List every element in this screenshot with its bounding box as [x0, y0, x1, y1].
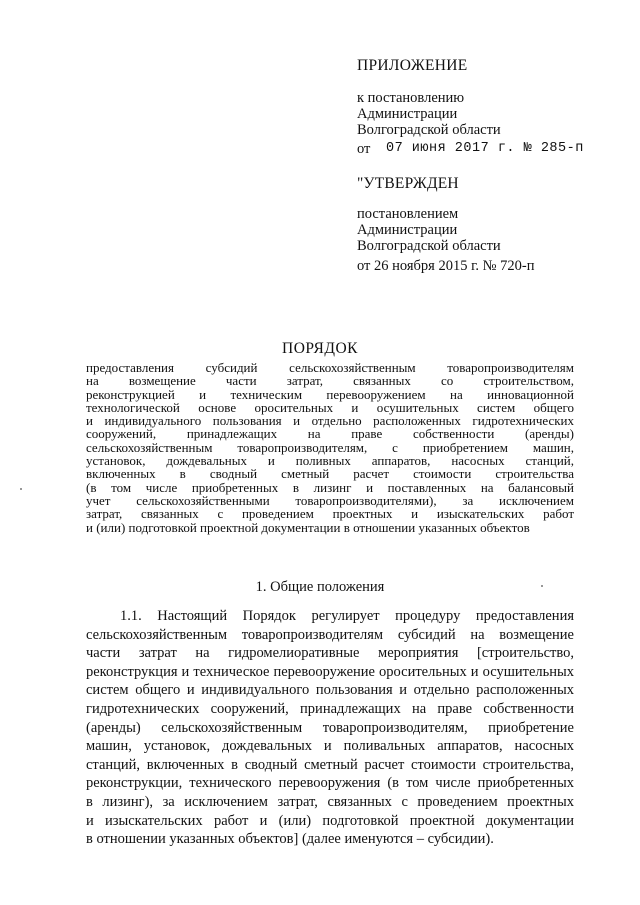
section-title: 1. Общие положения: [255, 579, 385, 595]
subtitle-line: установок, дождевальных и поливных аппаратов, насосных станций,: [86, 453, 574, 469]
appendix-date-prefix: от: [357, 141, 371, 157]
appendix-line-3: Волгоградской области: [357, 122, 501, 138]
appendix-date-value: 07 июня 2017 г. № 285-п: [386, 141, 584, 156]
paragraph-line: реконструкции, технического перевооружения (в том числе приобретенных: [86, 775, 574, 792]
paragraph-line: станций, включенных в сводный сметный расчет стоимости строительства,: [86, 756, 574, 773]
subtitle-line: на возмещение части затрат, связанных со строительством,: [86, 373, 574, 389]
subtitle-line: сооружений, принадлежащих на праве собственности (аренды): [86, 426, 574, 442]
paragraph-line: (аренды) сельскохозяйственным товаропроизводителям, приобретение: [86, 719, 574, 736]
subtitle-line: и (или) подготовкой проектной документации в отношении указанных объектов: [86, 519, 530, 535]
paragraph-line: систем общего и индивидуального пользования и отдельно расположенных: [86, 682, 574, 699]
subtitle-line: учет сельскохозяйственными товаропроизводителями), за исключением: [86, 492, 574, 508]
paragraph-line: машин, установок, дождевальных и поливальных аппаратов, насосных: [86, 738, 574, 755]
approved-title: "УТВЕРЖДЕН: [357, 175, 459, 192]
subtitle-line: технологической основе оросительных и осушительных систем общего: [86, 399, 574, 415]
paragraph-line: в лизинг), за исключением затрат, связанных с проведением проектных: [86, 793, 574, 810]
appendix-line-2: Администрации: [357, 106, 458, 122]
document-title: ПОРЯДОК: [282, 340, 358, 357]
paragraph-line: 1.1. Настоящий Порядок регулирует процедуру предоставления: [120, 608, 574, 624]
paragraph-line: сельскохозяйственным товаропроизводителям субсидий на возмещение: [86, 626, 574, 643]
subtitle-line: (в том числе приобретенных в лизинг и поставленных на балансовый: [86, 479, 574, 495]
paragraph-line: реконструкция и техническое перевооружение оросительных и осушительных: [86, 663, 574, 680]
approved-line-1: постановлением: [357, 206, 459, 222]
paragraph-line: части затрат на гидромелиоративные мероприятия [строительство,: [86, 645, 574, 662]
subtitle-line: включенных в сводный сметный расчет стоимости строительства: [86, 466, 574, 482]
approved-line-3: Волгоградской области: [357, 238, 501, 254]
paragraph-line: и изыскательских работ и (или) подготовкой проектной документации: [86, 812, 574, 829]
subtitle-line: и индивидуального пользования и отдельно расположенных гидротехнических: [86, 413, 574, 429]
subtitle-line: реконструкцией и техническим перевооружением на инновационной: [86, 386, 574, 402]
subtitle-line: предоставления субсидий сельскохозяйственным товаропроизводителям: [86, 360, 574, 375]
subtitle-line: сельскохозяйственным товаропроизводителям, с приобретением машин,: [86, 439, 574, 455]
paragraph-1-1: [86, 607, 574, 849]
appendix-title: ПРИЛОЖЕНИЕ: [357, 57, 468, 74]
paragraph-line: гидротехнических сооружений, принадлежащих на праве собственности: [86, 700, 574, 717]
approved-date-line: от 26 ноября 2015 г. № 720-п: [357, 258, 535, 274]
paragraph-line: в отношении указанных объектов] (далее именуются – субсидии).: [86, 831, 494, 848]
document-subtitle: [86, 361, 574, 534]
scan-speck: [20, 488, 22, 490]
approved-line-2: Администрации: [357, 222, 458, 238]
appendix-line-1: к постановлению: [357, 90, 465, 106]
scan-speck: [541, 585, 543, 587]
subtitle-line: затрат, связанных с проведением проектных и изыскательских работ: [86, 506, 574, 522]
